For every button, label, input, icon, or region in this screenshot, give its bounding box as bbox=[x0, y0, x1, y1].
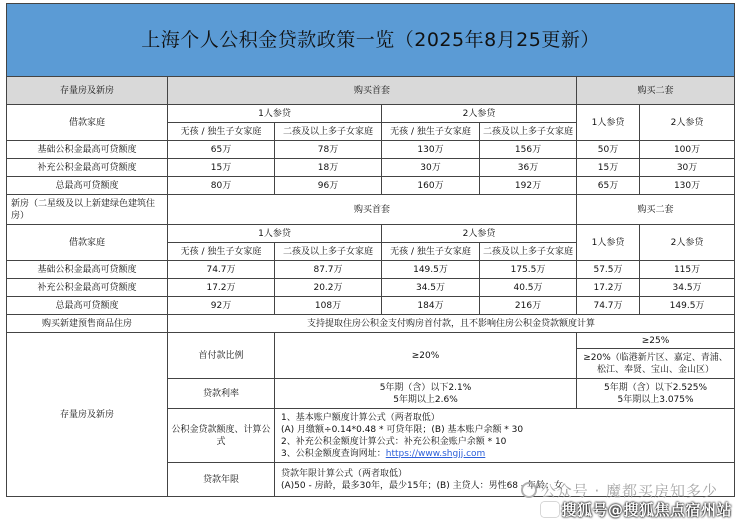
cell: 34.5万 bbox=[382, 279, 480, 297]
calc-line4 bbox=[281, 448, 732, 460]
cell: 80万 bbox=[168, 177, 275, 195]
rate-first-line2: 5年期以上2.6% bbox=[393, 394, 458, 405]
cell: 57.5万 bbox=[577, 261, 640, 279]
table-row bbox=[7, 297, 735, 315]
cell: 100万 bbox=[640, 141, 735, 159]
section2-second-2person: 2人参贷 bbox=[640, 225, 735, 261]
section1-family-label: 借款家庭 bbox=[7, 105, 168, 141]
cell: 15万 bbox=[168, 159, 275, 177]
cell: 20.2万 bbox=[275, 279, 382, 297]
cell: 17.2万 bbox=[577, 279, 640, 297]
section1-cat1b: 无孩 / 独生子女家庭 bbox=[382, 123, 480, 141]
section2-first-2person: 2人参贷 bbox=[382, 225, 577, 243]
cell: 160万 bbox=[382, 177, 480, 195]
wechat-icon bbox=[521, 482, 537, 498]
section2-cat1a: 无孩 / 独生子女家庭 bbox=[168, 243, 275, 261]
term-line2: (A)50 - 房龄，最多30年，最少15年；(B) 主贷人：男性68 - 年龄；女 bbox=[281, 480, 563, 491]
row-label: 总最高可贷额度 bbox=[7, 177, 168, 195]
calc-url-label: 3、公积金额度查询网址： bbox=[281, 448, 386, 459]
cell: 96万 bbox=[275, 177, 382, 195]
cell: 108万 bbox=[275, 297, 382, 315]
rate-second-line2: 5年期以上3.075% bbox=[617, 394, 694, 405]
section1-cat2a: 二孩及以上多子女家庭 bbox=[275, 123, 382, 141]
down-payment-first: ≥20% bbox=[275, 333, 577, 379]
calc-line3: 2、补充公积金额度计算公式：补充公积金账户余额 * 10 bbox=[281, 436, 507, 447]
section1-first-header: 购买首套 bbox=[168, 77, 577, 105]
section2-first-header: 购买首套 bbox=[168, 195, 577, 225]
rate-first bbox=[275, 379, 577, 409]
section1-first-2person: 2人参贷 bbox=[382, 105, 577, 123]
table-row bbox=[7, 261, 735, 279]
section2-family-label: 借款家庭 bbox=[7, 225, 168, 261]
cell: 30万 bbox=[382, 159, 480, 177]
section1-cat2b: 二孩及以上多子女家庭 bbox=[480, 123, 577, 141]
calc-line2: (A) 月缴额÷0.14*0.48 * 可贷年限；(B) 基本账户余额 * 30 bbox=[281, 424, 524, 435]
calc-url-link[interactable]: https://www.shgjj.com bbox=[385, 448, 486, 459]
presale-text: 支持提取住房公积金支付购房首付款，且不影响住房公积金贷款额度计算 bbox=[168, 315, 735, 333]
cell: 156万 bbox=[480, 141, 577, 159]
down-payment-second-b: ≥20%（临港新片区、嘉定、青浦、松江、奉贤、宝山、金山区） bbox=[577, 349, 735, 379]
section2-cat2a: 二孩及以上多子女家庭 bbox=[275, 243, 382, 261]
section1-cat1a: 无孩 / 独生子女家庭 bbox=[168, 123, 275, 141]
cell: 40.5万 bbox=[480, 279, 577, 297]
cell: 15万 bbox=[577, 159, 640, 177]
section2-first-1person: 1人参贷 bbox=[168, 225, 382, 243]
section1-label: 存量房及新房 bbox=[7, 77, 168, 105]
cell: 175.5万 bbox=[480, 261, 577, 279]
cell: 130万 bbox=[382, 141, 480, 159]
section2-cat1b: 无孩 / 独生子女家庭 bbox=[382, 243, 480, 261]
cell: 87.7万 bbox=[275, 261, 382, 279]
term-line1: 贷款年限计算公式（两者取低） bbox=[281, 468, 408, 479]
cell: 78万 bbox=[275, 141, 382, 159]
cell: 50万 bbox=[577, 141, 640, 159]
section3-label: 存量房及新房 bbox=[7, 333, 168, 497]
row-label: 总最高可贷额度 bbox=[7, 297, 168, 315]
rate-label: 贷款利率 bbox=[168, 379, 275, 409]
term-label: 贷款年限 bbox=[168, 463, 275, 497]
section1-second-1person: 1人参贷 bbox=[577, 105, 640, 141]
cell: 74.7万 bbox=[168, 261, 275, 279]
calc-line1: 1、基本账户额度计算公式（两者取低） bbox=[281, 412, 440, 423]
cell: 17.2万 bbox=[168, 279, 275, 297]
section1-first-1person: 1人参贷 bbox=[168, 105, 382, 123]
cell: 115万 bbox=[640, 261, 735, 279]
section1-second-header: 购买二套 bbox=[577, 77, 735, 105]
watermark-sohu: 搜狐号@搜狐焦点宿州站 bbox=[541, 499, 732, 520]
table-row bbox=[7, 141, 735, 159]
cell: 30万 bbox=[640, 159, 735, 177]
row-label: 基础公积金最高可贷额度 bbox=[7, 141, 168, 159]
cell: 18万 bbox=[275, 159, 382, 177]
cell: 74.7万 bbox=[577, 297, 640, 315]
rate-second-line1: 5年期（含）以下2.525% bbox=[604, 382, 708, 393]
rate-second bbox=[577, 379, 735, 409]
cell: 65万 bbox=[168, 141, 275, 159]
row-label: 补充公积金最高可贷额度 bbox=[7, 159, 168, 177]
page-title: 上海个人公积金贷款政策一览（2025年8月25更新） bbox=[7, 4, 735, 77]
watermark-wechat: 公众号 · 魔都买房知多少 bbox=[521, 480, 718, 501]
cell: 92万 bbox=[168, 297, 275, 315]
calc-content bbox=[275, 409, 735, 463]
cell: 149.5万 bbox=[640, 297, 735, 315]
cell: 65万 bbox=[577, 177, 640, 195]
presale-label: 购买新建预售商品住房 bbox=[7, 315, 168, 333]
policy-table bbox=[6, 3, 735, 497]
calc-label: 公积金贷款额度、计算公式 bbox=[168, 409, 275, 463]
down-payment-label: 首付款比例 bbox=[168, 333, 275, 379]
cell: 36万 bbox=[480, 159, 577, 177]
cell: 149.5万 bbox=[382, 261, 480, 279]
section2-second-header: 购买二套 bbox=[577, 195, 735, 225]
row-label: 补充公积金最高可贷额度 bbox=[7, 279, 168, 297]
table-row bbox=[7, 279, 735, 297]
cell: 184万 bbox=[382, 297, 480, 315]
cell: 34.5万 bbox=[640, 279, 735, 297]
rate-first-line1: 5年期（含）以下2.1% bbox=[379, 382, 472, 393]
table-row bbox=[7, 177, 735, 195]
down-payment-second-a: ≥25% bbox=[577, 333, 735, 349]
camera-icon bbox=[541, 502, 559, 517]
section2-second-1person: 1人参贷 bbox=[577, 225, 640, 261]
cell: 216万 bbox=[480, 297, 577, 315]
row-label: 基础公积金最高可贷额度 bbox=[7, 261, 168, 279]
section1-second-2person: 2人参贷 bbox=[640, 105, 735, 141]
section2-label: 新房（二星级及以上新建绿色建筑住房） bbox=[7, 195, 168, 225]
table-row bbox=[7, 159, 735, 177]
cell: 192万 bbox=[480, 177, 577, 195]
section2-cat2b: 二孩及以上多子女家庭 bbox=[480, 243, 577, 261]
cell: 130万 bbox=[640, 177, 735, 195]
